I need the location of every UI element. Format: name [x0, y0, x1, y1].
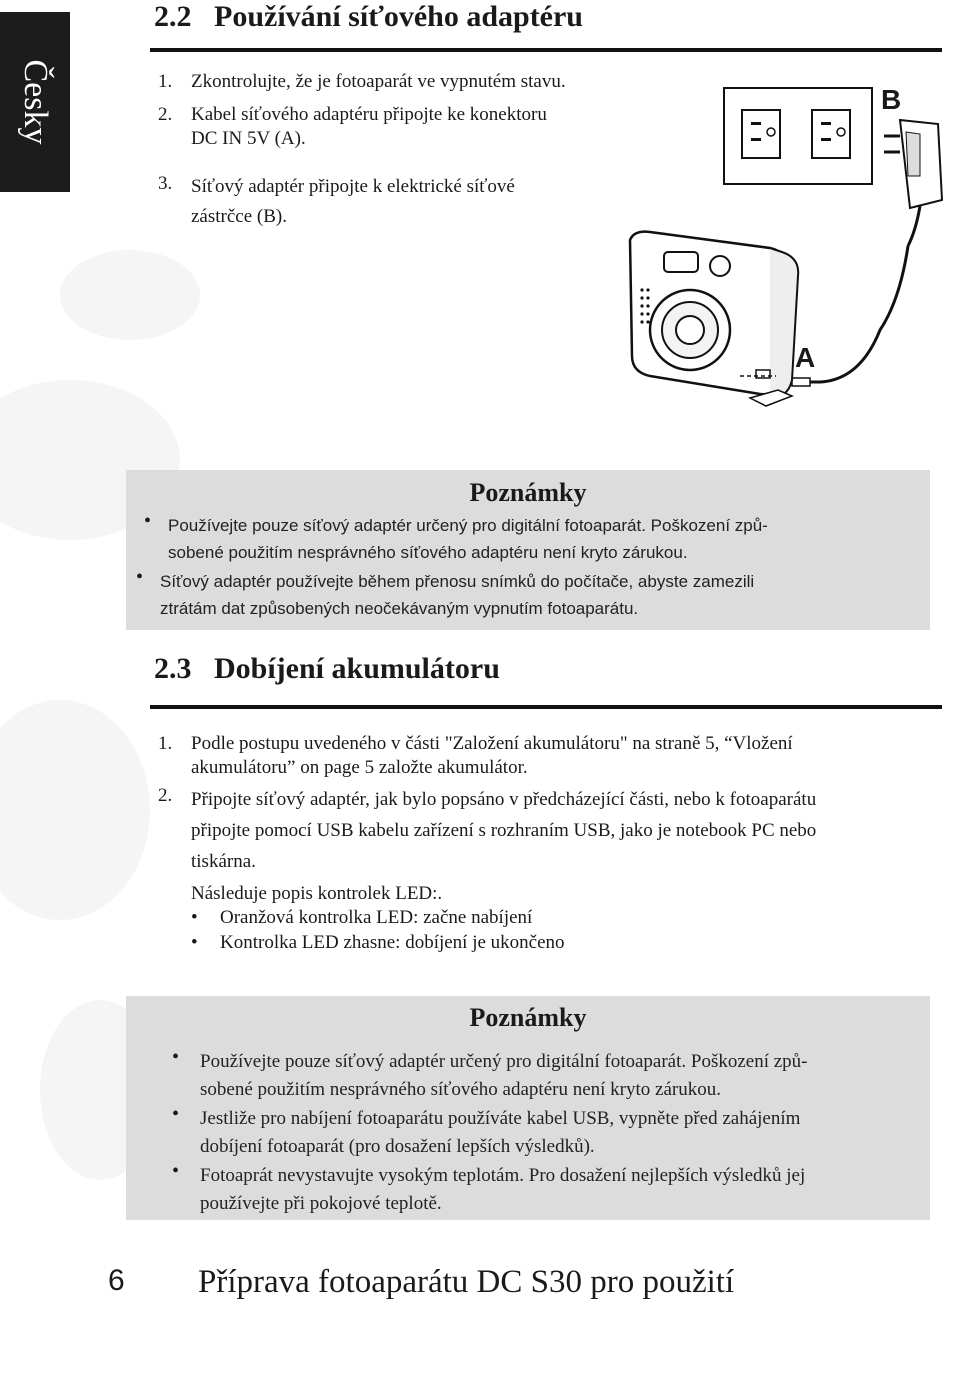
bullet: •: [191, 932, 198, 953]
section-number: 2.2: [154, 0, 192, 33]
adapter-cable: [810, 246, 908, 382]
camera-icon: [630, 232, 798, 406]
outlet-socket-icon: [742, 110, 780, 158]
led-item: • Oranžová kontrolka LED: začne nabíjení: [191, 907, 533, 928]
chapter-title: Příprava fotoaparátu DC S30 pro použití: [198, 1264, 735, 1300]
bullet: •: [144, 510, 152, 532]
figure-label-a: A: [795, 342, 816, 373]
note-item: Jestliže pro nabíjení fotoaparátu používáte kabel USB, vypněte před zahájením dobíjení fotoaparát (pro dosažení lepších výsledků).: [200, 1108, 801, 1157]
step-1: 1. Zkontrolujte, že je fotoaparát ve vypnutém stavu.: [158, 71, 566, 92]
page-number: 6: [108, 1264, 125, 1297]
background-blob: [60, 250, 200, 340]
figure-label-b: B: [881, 84, 902, 115]
notes-box: [126, 470, 930, 630]
notes-box: [126, 996, 930, 1220]
notes-title: Poznámky: [469, 478, 587, 507]
note-item: Používejte pouze síťový adaptér určený pro digitální fotoaparát. Poškození způ- sobené použitím nesprávného síťového adaptéru není kryto zárukou.: [200, 1051, 808, 1100]
section-heading-2-3: [154, 652, 500, 686]
note-item: Používejte pouze síťový adaptér určený pro digitální fotoaparát. Poškození způ- sobené použitím nesprávného síťového adaptéru není kryto zárukou.: [168, 516, 768, 562]
language-tab: [0, 12, 70, 192]
bullet: •: [136, 566, 144, 588]
led-item: • Kontrolka LED zhasne: dobíjení je ukončeno: [191, 932, 565, 953]
background-blob: [0, 700, 150, 920]
outlet-socket-icon: [812, 110, 850, 158]
bullet: •: [172, 1160, 180, 1182]
notes-title: Poznámky: [469, 1003, 587, 1032]
section-heading-2-2: [154, 0, 583, 34]
step-2: 2. Kabel síťového adaptéru připojte ke konektoru DC IN 5V (A).: [158, 104, 547, 149]
heading-rule: [150, 48, 942, 52]
bullet: •: [172, 1103, 180, 1125]
note-item: Fotoaprát nevystavujte vysokým teplotám. Pro dosažení nejlepších výsledků jej používejte při pokojové teplotě.: [200, 1165, 806, 1214]
led-intro: Následuje popis kontrolek LED:.: [191, 883, 443, 904]
note-item: Síťový adaptér používejte během přenosu snímků do počítače, abyste zamezili ztrátám dat způsobených neočekávaným vypnutím fotoaparátu.: [160, 572, 755, 618]
camera-adapter-illustration: [620, 80, 950, 420]
language-tab-label: Česky: [17, 59, 54, 145]
step-2: 2. Připojte síťový adaptér, jak bylo popsáno v předcházející části, nebo k fotoaparátu připojte pomocí USB kabelu zařízení s rozhraním USB, jako je notebook PC nebo tiskárna.: [158, 785, 817, 872]
bullet: •: [191, 907, 198, 928]
heading-rule: [150, 705, 942, 709]
section-title: Dobíjení akumulátoru: [214, 652, 500, 685]
section-number: 2.3: [154, 652, 192, 685]
step-1: 1. Podle postupu uvedeného v části "Založení akumulátoru" na straně 5, “Vložení akumulátoru” on page 5 založte akumulátor.: [158, 733, 793, 778]
bullet: •: [172, 1046, 180, 1068]
section-title: Používání síťového adaptéru: [214, 0, 583, 33]
step-3: 3. Síťový adaptér připojte k elektrické síťové zástrčce (B).: [158, 173, 515, 227]
power-adapter-icon: [884, 120, 942, 246]
